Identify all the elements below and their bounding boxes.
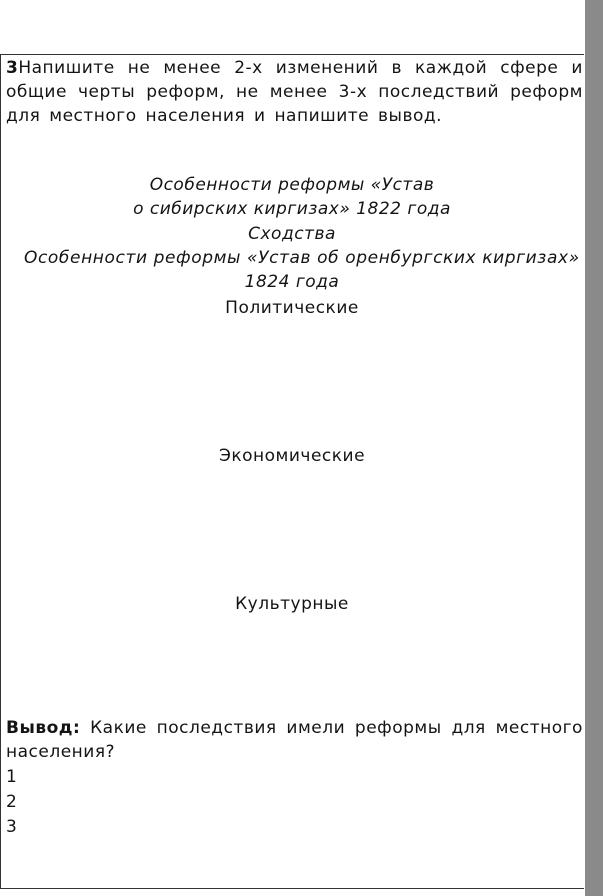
reform-2-heading-line-1: Особенности реформы «Устав об оренбургских киргизах» xyxy=(24,248,580,268)
conclusion-question-line-2: населения? xyxy=(6,742,116,762)
task-number: 3 xyxy=(6,58,19,78)
task-word: реформ, xyxy=(146,82,225,102)
reform-1-heading-line-2: о сибирских киргизах» 1822 года xyxy=(133,199,451,219)
task-word: сфере xyxy=(500,58,559,78)
task-word: черты xyxy=(78,82,136,102)
task-word: каждой xyxy=(415,58,488,78)
task-word: в xyxy=(391,58,402,78)
conclusion-item-1: 1 xyxy=(6,767,18,787)
conclusion-word: реформы xyxy=(354,718,442,738)
conclusion-word: для xyxy=(451,718,486,738)
task-instruction-line-3: для местного населения и напишите вывод. xyxy=(6,106,443,126)
task-word: не xyxy=(127,58,151,78)
reform-1-heading-line-1: Особенности реформы «Устав xyxy=(149,175,435,195)
task-word: не xyxy=(236,82,259,102)
task-word: последствий xyxy=(378,82,500,102)
conclusion-item-3: 3 xyxy=(6,817,18,837)
reform-2-heading-line-2: 1824 года xyxy=(244,272,340,292)
vertical-scrollbar[interactable] xyxy=(585,0,603,896)
task-word: менее xyxy=(269,82,328,102)
sphere-cultural: Культурные xyxy=(235,594,349,614)
conclusion-label: Вывод: xyxy=(6,718,81,738)
conclusion-item-2: 2 xyxy=(6,792,18,812)
conclusion-question-line-1 xyxy=(6,716,583,740)
task-word: 3-х xyxy=(338,82,368,102)
sphere-economic: Экономические xyxy=(218,446,366,466)
task-word: Напишите xyxy=(18,58,115,78)
task-word: реформ xyxy=(510,82,583,102)
task-word: и xyxy=(571,58,583,78)
sphere-political: Политические xyxy=(225,298,359,318)
conclusion-word: местного xyxy=(495,718,583,738)
task-word: общие xyxy=(6,82,67,102)
conclusion-word: Какие xyxy=(90,718,147,738)
task-instruction-line-1 xyxy=(6,56,583,80)
task-word: 2-х xyxy=(234,58,263,78)
conclusion-word: последствия xyxy=(156,718,277,738)
task-word: изменений xyxy=(275,58,379,78)
task-word: менее xyxy=(163,58,222,78)
conclusion-word: имели xyxy=(286,718,346,738)
similarities-heading: Сходства xyxy=(248,224,336,244)
task-instruction-line-2 xyxy=(6,80,583,104)
